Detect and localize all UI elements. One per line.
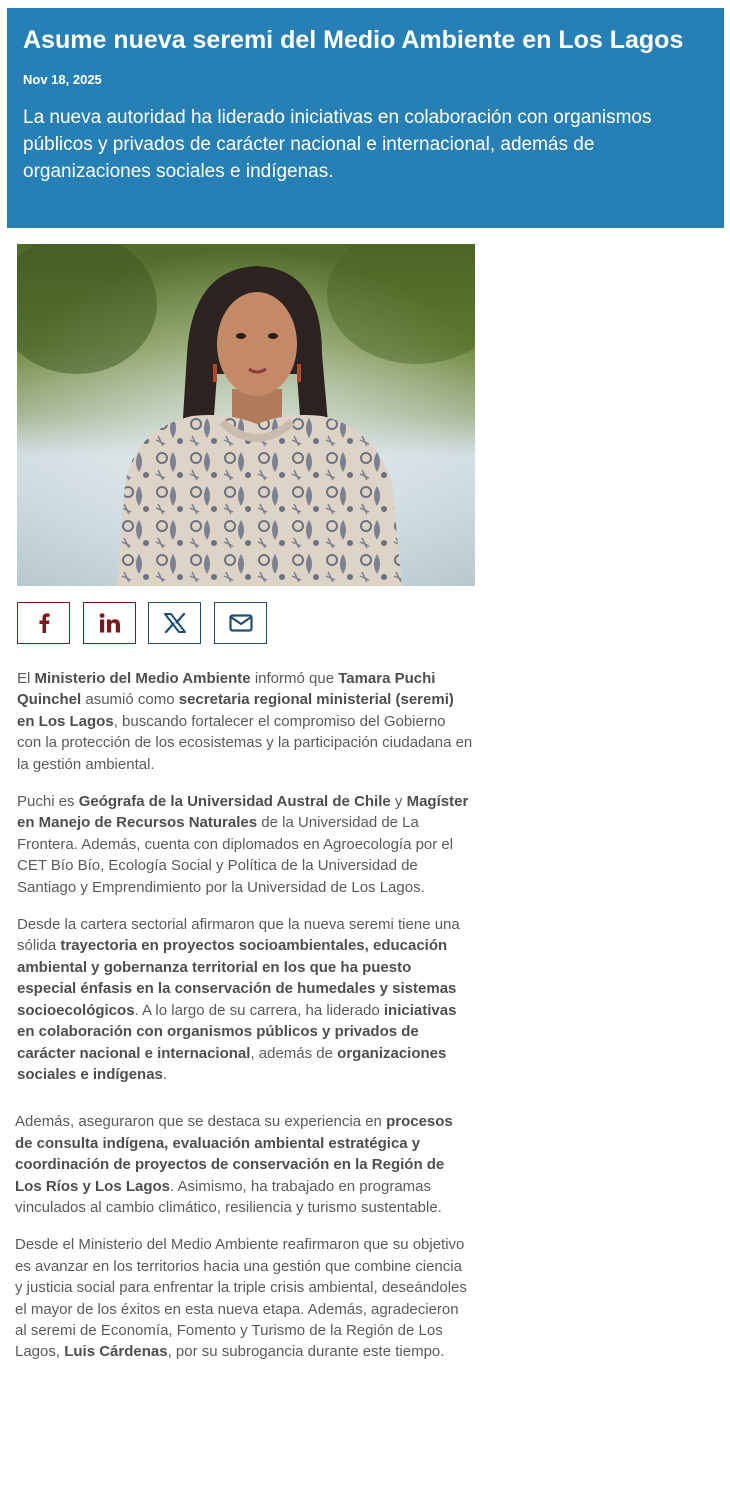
facebook-icon bbox=[36, 613, 52, 633]
portrait-image bbox=[17, 244, 475, 586]
paragraph-education: Puchi es Geógrafa de la Universidad Austral de Chile y Magíster en Manejo de Recursos Naturales de la Universidad de La Frontera. Además, cuenta con diplomados en Agroecología por el CET Bío Bío, Ecología Social y Política de la Universidad de Santiago y Emprendimiento por la Universidad de Los Lagos. bbox=[17, 793, 469, 896]
paragraph-experience: Además, aseguraron que se destaca su experiencia en procesos de consulta indígena, evaluación ambiental estratégica y coordinación de proyectos de conservación en la Región de Los Ríos y Los Lagos. Asimismo, ha trabajado en programas vinculados al cambio climático, resiliencia y turismo sustentable. bbox=[15, 1113, 453, 1216]
paragraph-closing: Desde el Ministerio del Medio Ambiente reafirmaron que su objetivo es avanzar en los territorios hacia una gestión que combine ciencia y justicia social para enfrentar la triple crisis ambiental, deseándoles el mayor de los éxitos en esta nueva etapa. Además, agradecieron al seremi de Economía, Fomento y Turismo de la Región de Los Lagos, Luis Cárdenas, por su subrogancia durante este tiempo. bbox=[15, 1236, 467, 1361]
share-email-button[interactable] bbox=[214, 602, 267, 644]
x-icon bbox=[164, 613, 186, 633]
email-icon bbox=[229, 614, 253, 632]
article-body bbox=[17, 668, 473, 1379]
share-linkedin-button[interactable] bbox=[83, 602, 136, 644]
article-header bbox=[7, 8, 724, 228]
share-x-button[interactable] bbox=[148, 602, 201, 644]
article-date: Nov 18, 2025 bbox=[23, 72, 102, 87]
article-title: Asume nueva seremi del Medio Ambiente en Los Lagos bbox=[23, 26, 684, 54]
linkedin-icon bbox=[99, 613, 121, 633]
article-lead: La nueva autoridad ha liderado iniciativas en colaboración con organismos públicos y privados de carácter nacional e internacional, además de organizaciones sociales e indígenas. bbox=[23, 107, 652, 182]
paragraph-trajectory: Desde la cartera sectorial afirmaron que la nueva seremi tiene una sólida trayectoria en proyectos socioambientales, educación ambiental y gobernanza territorial en los que ha puesto especial énfasis en la conservación de humedales y sistemas socioecológicos. A lo largo de su carrera, ha liderado iniciativas en colaboración con organismos públicos y privados de carácter nacional e internacional, además de organizaciones sociales e indígenas. bbox=[17, 916, 460, 1083]
paragraph-appointment: El Ministerio del Medio Ambiente informó que Tamara Puchi Quinchel asumió como secretaria regional ministerial (seremi) en Los Lagos, buscando fortalecer el compromiso del Gobierno con la protección de los ecosistemas y la participación ciudadana en la gestión ambiental. bbox=[17, 670, 473, 773]
article-photo bbox=[17, 244, 475, 586]
share-facebook-button[interactable] bbox=[17, 602, 70, 644]
